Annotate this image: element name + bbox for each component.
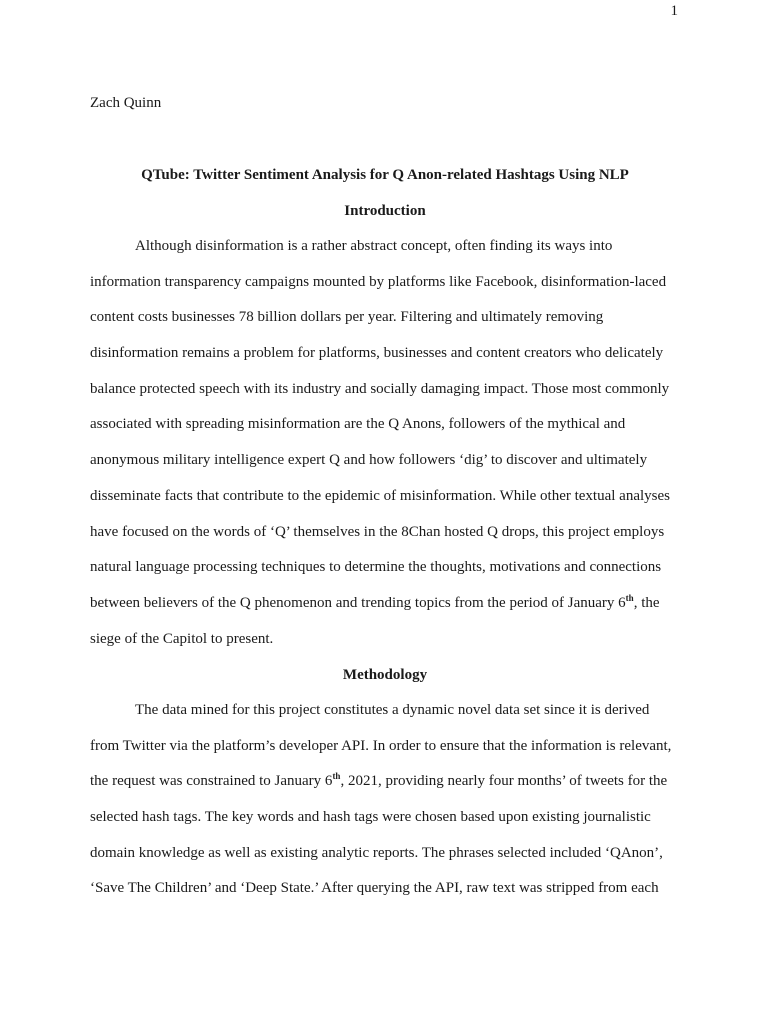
section-heading-introduction: Introduction: [344, 203, 426, 219]
methodology-paragraph: [90, 693, 690, 907]
line-text: , the: [633, 594, 660, 611]
paragraph-line: have focused on the words of ‘Q’ themselves in the 8Chan hosted Q drops, this project employs: [90, 523, 665, 540]
ordinal-suffix: th: [625, 592, 634, 603]
paragraph-line: information transparency campaigns mounted by platforms like Facebook, disinformation-laced: [90, 273, 667, 290]
paragraph-line: selected hash tags. The key words and hash tags were chosen based upon existing journalistic: [90, 809, 651, 826]
introduction-paragraph: [90, 229, 690, 657]
section-heading-methodology: Methodology: [342, 667, 428, 683]
paragraph-line: domain knowledge as well as existing analytic reports. The phrases selected included ‘QAnon’,: [90, 844, 663, 861]
paragraph-line: ‘Save The Children’ and ‘Deep State.’ After querying the API, raw text was stripped from each: [90, 880, 659, 897]
paragraph-line: content costs businesses 78 billion dollars per year. Filtering and ultimately removing: [90, 309, 604, 326]
line-text: the request was constrained to January 6: [90, 773, 333, 790]
author-name: Zach Quinn: [90, 95, 162, 111]
paragraph-line: anonymous military intelligence expert Q and how followers ‘dig’ to discover and ultimately: [90, 452, 648, 469]
paper-title: QTube: Twitter Sentiment Analysis for Q Anon-related Hashtags Using NLP: [141, 167, 629, 183]
paragraph-line: balance protected speech with its industry and socially damaging impact. Those most commonly: [90, 380, 670, 397]
line-text: between believers of the Q phenomenon and trending topics from the period of January 6: [90, 594, 626, 611]
ordinal-suffix: th: [332, 771, 341, 782]
page-number: 1: [670, 3, 678, 19]
paragraph-line: [90, 586, 690, 622]
paragraph-line: from Twitter via the platform’s developer API. In order to ensure that the information is relevant,: [90, 737, 672, 754]
paragraph-line: The data mined for this project constitutes a dynamic novel data set since it is derived: [135, 702, 650, 718]
paragraph-line: siege of the Capitol to present.: [90, 630, 274, 647]
paragraph-line: disseminate facts that contribute to the epidemic of misinformation. While other textual analyses: [90, 487, 670, 504]
paragraph-line: [90, 764, 690, 800]
paragraph-line: disinformation remains a problem for platforms, businesses and content creators who delicately: [90, 345, 664, 362]
paragraph-line: Although disinformation is a rather abstract concept, often finding its ways into: [135, 238, 613, 254]
line-text: , 2021, providing nearly four months’ of tweets for the: [340, 773, 668, 790]
paragraph-line: associated with spreading misinformation are the Q Anons, followers of the mythical and: [90, 416, 626, 433]
paragraph-line: natural language processing techniques to determine the thoughts, motivations and connections: [90, 559, 662, 576]
